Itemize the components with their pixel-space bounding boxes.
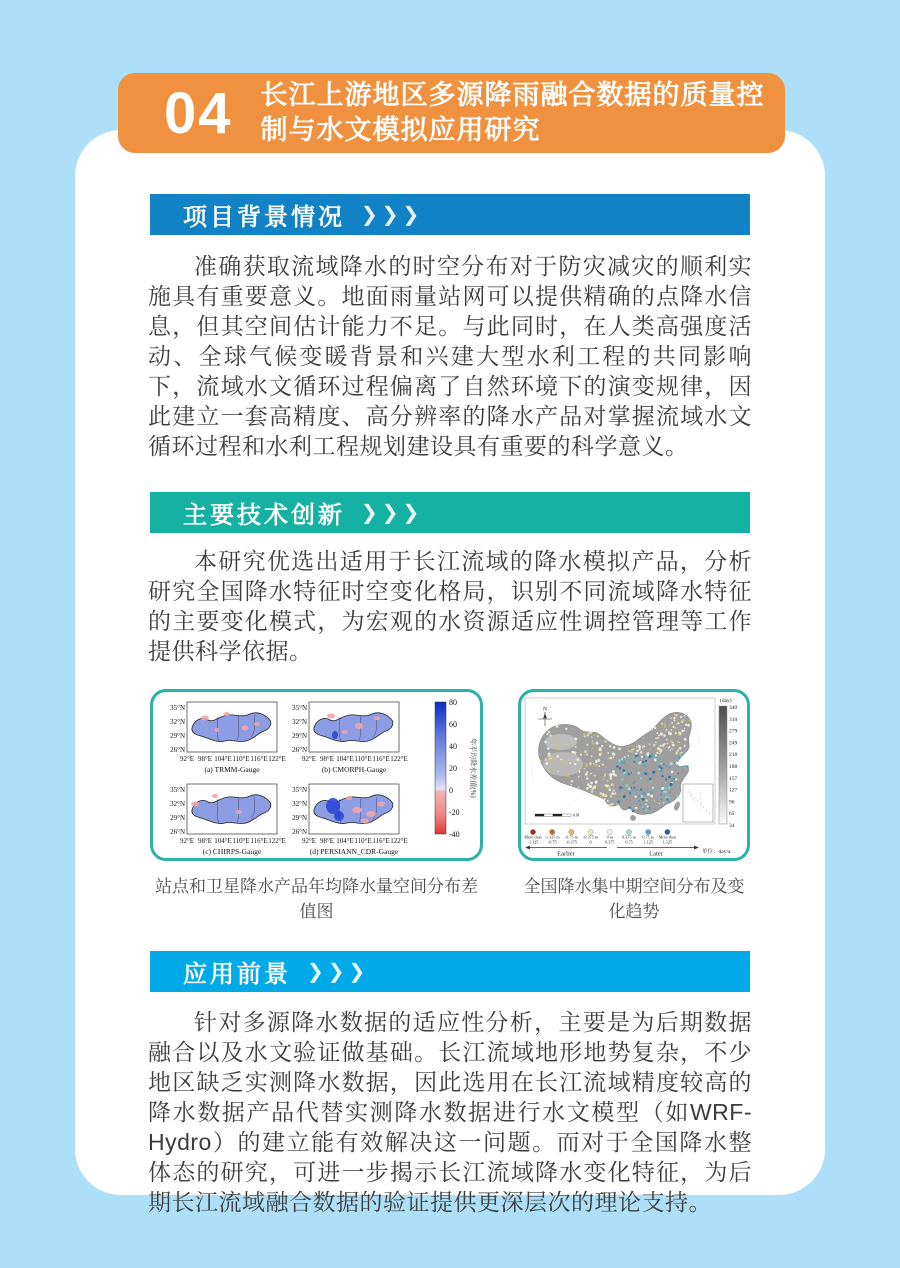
svg-text:More than: More than xyxy=(658,834,677,840)
svg-text:116°E: 116°E xyxy=(372,837,390,845)
svg-text:157: 157 xyxy=(729,775,738,782)
basin-panel xyxy=(170,702,286,774)
svg-text:122°E: 122°E xyxy=(268,837,286,845)
svg-text:1.125: 1.125 xyxy=(662,839,673,845)
svg-text:-20: -20 xyxy=(449,808,460,817)
svg-text:-1.125: -1.125 xyxy=(527,839,539,845)
section-header-application xyxy=(150,951,750,992)
svg-text:1.125: 1.125 xyxy=(643,839,653,845)
south-china-sea-inset xyxy=(683,784,713,822)
svg-text:92°E: 92°E xyxy=(301,837,317,845)
svg-text:29°N: 29°N xyxy=(292,814,307,822)
legend xyxy=(524,829,731,857)
compass-icon xyxy=(538,707,552,727)
svg-text:35°N: 35°N xyxy=(170,786,185,794)
svg-text:32°N: 32°N xyxy=(170,718,185,726)
svg-text:279: 279 xyxy=(729,728,738,735)
svg-text:98°E: 98°E xyxy=(319,755,335,763)
svg-text:122°E: 122°E xyxy=(390,755,408,763)
svg-text:0.75: 0.75 xyxy=(625,839,633,845)
svg-text:20: 20 xyxy=(449,764,457,773)
svg-text:92°E: 92°E xyxy=(179,755,195,763)
svg-text:-0.375 to: -0.375 to xyxy=(583,834,599,840)
svg-text:29°N: 29°N xyxy=(170,814,185,822)
chapter-title xyxy=(261,78,765,148)
svg-text:80: 80 xyxy=(449,698,457,707)
svg-text:104°E: 104°E xyxy=(214,837,232,845)
svg-text:N: N xyxy=(543,706,547,713)
background-paragraph: 准确获取流域降水的时空分布对于防灾减灾的顺利实施具有重要意义。地面雨量站网可以提供精确的点降水信息，但其空间估计能力不足。与此同时，在人类高强度活动、全球气候变暖背景和兴建大型水利工程的共同影响下，流域水文循环过程偏离了自然环境下的演变规律，因此建立一套高精度、高分辨率的降水产品对掌握流域水文循环过程和水利工程规划建设具有重要的科学意义。 xyxy=(148,253,752,459)
chapter-number: 04 xyxy=(164,80,233,146)
svg-text:-0.75 to: -0.75 to xyxy=(564,834,578,840)
section-header-innovation xyxy=(150,492,750,533)
svg-text:29°N: 29°N xyxy=(292,732,307,740)
chevrons-icon: ❯❯❯ xyxy=(361,204,424,226)
innovation-paragraph: 本研究优选出适用于长江流域的降水模拟产品，分析研究全国降水特征时空变化格局，识别不同流域降水特征的主要变化模式，为宏观的水资源适应性调控管理等工作提供科学依据。 xyxy=(148,548,752,664)
svg-text:26°N: 26°N xyxy=(292,828,307,836)
svg-text:92°E: 92°E xyxy=(179,837,195,845)
svg-text:-40: -40 xyxy=(449,830,460,839)
figure-caption-row xyxy=(150,872,750,922)
svg-text:92°E: 92°E xyxy=(301,755,317,763)
panel-label: (c) CHIRPS-Gauge xyxy=(202,847,262,856)
svg-text:26°N: 26°N xyxy=(170,746,185,754)
svg-text:65: 65 xyxy=(729,811,735,818)
svg-text:26°N: 26°N xyxy=(170,828,185,836)
taiwan-island xyxy=(673,801,680,811)
right-figure-caption: 全国降水集中期空间分布及变化趋势 xyxy=(523,877,745,921)
svg-text:29°N: 29°N xyxy=(170,732,185,740)
svg-text:35°N: 35°N xyxy=(292,786,307,794)
chevrons-icon: ❯❯❯ xyxy=(307,961,370,983)
section-header-application-label: 应用前景 xyxy=(183,961,291,988)
svg-text:127: 127 xyxy=(729,787,738,794)
svg-text:98°E: 98°E xyxy=(319,837,335,845)
svg-text:-1.125 to: -1.125 to xyxy=(544,834,560,840)
svg-text:32°N: 32°N xyxy=(292,718,307,726)
svg-text:26°N: 26°N xyxy=(292,746,307,754)
svg-text:110°E: 110°E xyxy=(232,837,250,845)
scale-bar xyxy=(535,813,580,818)
chapter-title-line2: 制与水文模拟应用研究 xyxy=(260,115,541,145)
svg-text:218: 218 xyxy=(729,752,738,759)
hainan-island xyxy=(630,815,635,820)
svg-text:0.375 to: 0.375 to xyxy=(622,834,636,840)
svg-text:KM: KM xyxy=(573,812,580,818)
svg-text:-0.375: -0.375 xyxy=(565,839,577,845)
svg-text:110°E: 110°E xyxy=(354,755,372,763)
svg-text:110°E: 110°E xyxy=(354,837,372,845)
colorbar xyxy=(435,702,446,834)
chevrons-icon: ❯❯❯ xyxy=(361,502,424,524)
china-map xyxy=(532,712,699,820)
svg-text:0.75 to: 0.75 to xyxy=(642,834,655,840)
svg-text:104°E: 104°E xyxy=(336,755,354,763)
legend-earlier-label: Earlier xyxy=(557,850,575,858)
colorbar-unit: (day) xyxy=(720,698,732,704)
basin-panel xyxy=(292,784,408,856)
svg-text:0 to: 0 to xyxy=(606,834,614,840)
svg-text:35°N: 35°N xyxy=(292,704,307,712)
figure-china-precipitation-map xyxy=(518,689,750,861)
svg-text:More than: More than xyxy=(524,834,542,840)
chapter-title-line1: 长江上游地区多源降雨融合数据的质量控 xyxy=(260,80,765,110)
basin-panel xyxy=(292,702,408,774)
chapter-badge xyxy=(118,73,785,153)
panel-label: (b) CMORPH-Gauge xyxy=(321,765,387,774)
figure-basin-difference-maps xyxy=(150,689,483,861)
svg-text:0: 0 xyxy=(449,786,453,795)
svg-text:32°N: 32°N xyxy=(170,800,185,808)
svg-text:116°E: 116°E xyxy=(250,837,268,845)
svg-text:-0.75: -0.75 xyxy=(547,839,557,845)
legend-later-label: Later xyxy=(649,850,663,858)
svg-text:122°E: 122°E xyxy=(390,837,408,845)
svg-text:98°E: 98°E xyxy=(197,837,213,845)
application-paragraph: 针对多源降水数据的适应性分析，主要是为后期数据融合以及水文验证做基础。长江流域地形地势复杂，不少地区缺乏实测降水数据，因此选用在长江流域精度较高的降水数据产品代替实测降水数据进行水文模型（如WRF-Hydro）的建立能有效解决这一问题。而对于全国降水整体态的研究，可进一步揭示长江流域降水变化特征，为后期长江流域融合数据的验证提供更深层次的理论支持。 xyxy=(148,1009,752,1215)
svg-text:188: 188 xyxy=(729,764,738,770)
colorbar-axis-label: 年平均降水差值(%) xyxy=(469,738,477,798)
section-header-innovation-label: 主要技术创新 xyxy=(183,502,345,529)
figure-row xyxy=(150,689,750,861)
svg-text:0.375: 0.375 xyxy=(605,839,615,845)
svg-text:310: 310 xyxy=(729,716,738,723)
svg-text:32°N: 32°N xyxy=(292,800,307,808)
svg-text:40: 40 xyxy=(449,742,457,751)
svg-text:34: 34 xyxy=(729,823,735,829)
svg-text:104°E: 104°E xyxy=(214,755,232,763)
china-precipitation-map-svg xyxy=(521,692,747,858)
panel-label: (d) PERSIANN_CDR-Gauge xyxy=(309,847,399,856)
section-header-background-label: 项目背景情况 xyxy=(183,204,345,231)
svg-text:60: 60 xyxy=(449,720,457,729)
colorbar xyxy=(719,706,727,824)
svg-text:340: 340 xyxy=(729,705,738,711)
svg-text:0: 0 xyxy=(589,839,592,845)
left-figure-caption: 站点和卫星降水产品年均降水量空间分布差值图 xyxy=(155,877,478,921)
basin-difference-maps-svg xyxy=(153,692,480,858)
panel-label: (a) TRMM-Gauge xyxy=(204,765,260,774)
content-card xyxy=(75,130,825,1215)
svg-text:116°E: 116°E xyxy=(372,755,390,763)
svg-text:122°E: 122°E xyxy=(268,755,286,763)
svg-text:98°E: 98°E xyxy=(197,755,213,763)
svg-text:116°E: 116°E xyxy=(250,755,268,763)
svg-text:249: 249 xyxy=(729,740,738,747)
basin-panel xyxy=(170,784,286,856)
svg-text:110°E: 110°E xyxy=(232,755,250,763)
legend-unit-note: 单位：day/a xyxy=(702,849,731,855)
svg-text:104°E: 104°E xyxy=(336,837,354,845)
section-header-background xyxy=(150,194,750,235)
svg-text:35°N: 35°N xyxy=(170,704,185,712)
svg-text:96: 96 xyxy=(729,799,735,806)
